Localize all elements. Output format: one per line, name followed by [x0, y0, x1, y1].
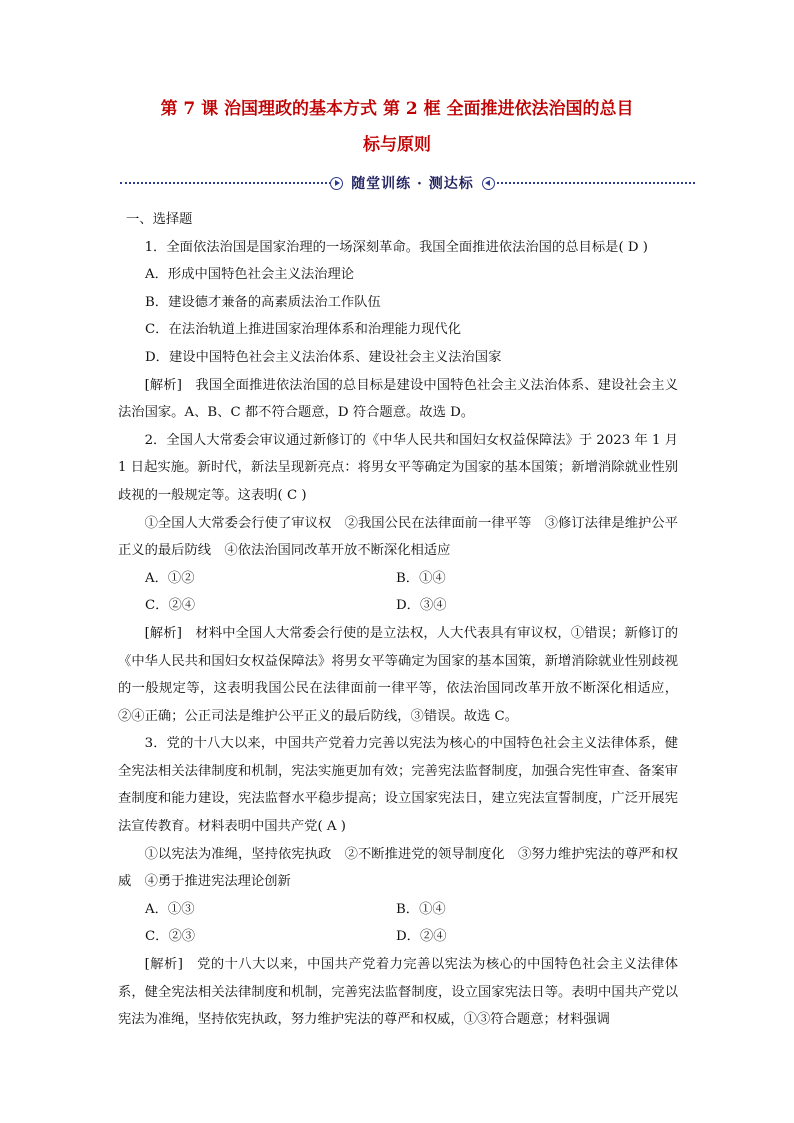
question-2-statements: ①全国人大常委会行使了审议权 ②我国公民在法律面前一律平等 ③修订法律是维护公平正义的最后防线 ④依法治国同改革开放不断深化相适应 — [118, 515, 678, 559]
question-1-stem: 1．全面依法治国是国家治理的一场深刻革命。我国全面推进依法治国的总目标是( D ) — [144, 239, 648, 255]
question-3-option-a: A．①③ — [145, 901, 195, 917]
banner-label-box — [330, 172, 495, 194]
banner-label: 随堂训练 · 测达标 — [351, 176, 474, 192]
question-3-stem: 3．党的十八大以来，中国共产党着力完善以宪法为核心的中国特色社会主义法律体系，健全宪法相关法律制度和机制，宪法实施更加有效；完善宪法监督制度，加强合宪性审查、备案审查制度和能力建设，宪法监督水平稳步提高；设立国家宪法日，建立宪法宣誓制度，广泛开展宪法宣传教育。材料表明中国共产党( A ) — [118, 736, 678, 835]
question-1-analysis: [解析] 我国全面推进依法治国的总目标是建设中国特色社会主义法治体系、建设社会主义法治国家。A、B、C 都不符合题意，D 符合题意。故选 D。 — [118, 377, 678, 421]
question-2-option-d: D．③④ — [396, 598, 447, 614]
question-3-analysis: [解析] 党的十八大以来，中国共产党着力完善以宪法为核心的中国特色社会主义法律体系，健全宪法相关法律制度和机制，完善宪法监督制度，设立国家宪法日等。表明中国共产党以宪法为准绳，坚持依宪执政，努力维护宪法的尊严和权威，①③符合题意；材料强调 — [118, 957, 678, 1028]
question-2-stem: 2．全国人大常委会审议通过新修订的《中华人民共和国妇女权益保障法》于 2023 年 1 月 1 日起实施。新时代，新法呈现新亮点：将男女平等确定为国家的基本国策；新增消除就业性别歧视的一般规定等。这表明( C ) — [118, 432, 678, 503]
section-banner — [120, 172, 695, 194]
question-3-options-row-2 — [118, 923, 678, 951]
question-1-option-d: D．建设中国特色社会主义法治体系、建设社会主义法治国家 — [145, 349, 502, 365]
question-3-options-row-1 — [118, 896, 678, 924]
question-3-option-d: D．②④ — [396, 929, 447, 945]
play-left-icon — [482, 177, 495, 190]
question-1-option-a: A．形成中国特色社会主义法治理论 — [145, 267, 355, 283]
section-heading: 一、选择题 — [126, 212, 193, 227]
question-3-statements: ①以宪法为准绳，坚持依宪执政 ②不断推进党的领导制度化 ③努力维护宪法的尊严和权威 ④勇于推进宪法理论创新 — [118, 846, 678, 890]
question-3-option-c: C．②③ — [145, 929, 196, 945]
lesson-title-line-1: 第 7 课 治国理政的基本方式 第 2 框 全面推进依法治国的总目 — [160, 99, 634, 119]
question-3-option-b: B．①④ — [396, 901, 446, 917]
question-2-options-row-2 — [118, 592, 678, 620]
question-2-option-c: C．②④ — [145, 598, 196, 614]
question-2-options-row-1 — [118, 565, 678, 593]
question-1-option-c: C．在法治轨道上推进国家治理体系和治理能力现代化 — [145, 322, 462, 338]
question-2-analysis: [解析] 材料中全国人大常委会行使的是立法权，人大代表具有审议权，①错误；新修订的《中华人民共和国妇女权益保障法》将男女平等确定为国家的基本国策，新增消除就业性别歧视的一般规定等，这表明我国公民在法律面前一律平等，依法治国同改革开放不断深化相适应，②④正确；公正司法是维护公平正义的最后防线，③错误。故选 C。 — [118, 625, 678, 724]
play-right-icon — [330, 177, 343, 190]
question-2-option-a: A．①② — [145, 570, 195, 586]
question-1-option-b: B．建设德才兼备的高素质法治工作队伍 — [145, 294, 381, 310]
document-body — [118, 206, 678, 1034]
lesson-title-line-2: 标与原则 — [363, 135, 431, 155]
question-2-option-b: B．①④ — [396, 570, 446, 586]
